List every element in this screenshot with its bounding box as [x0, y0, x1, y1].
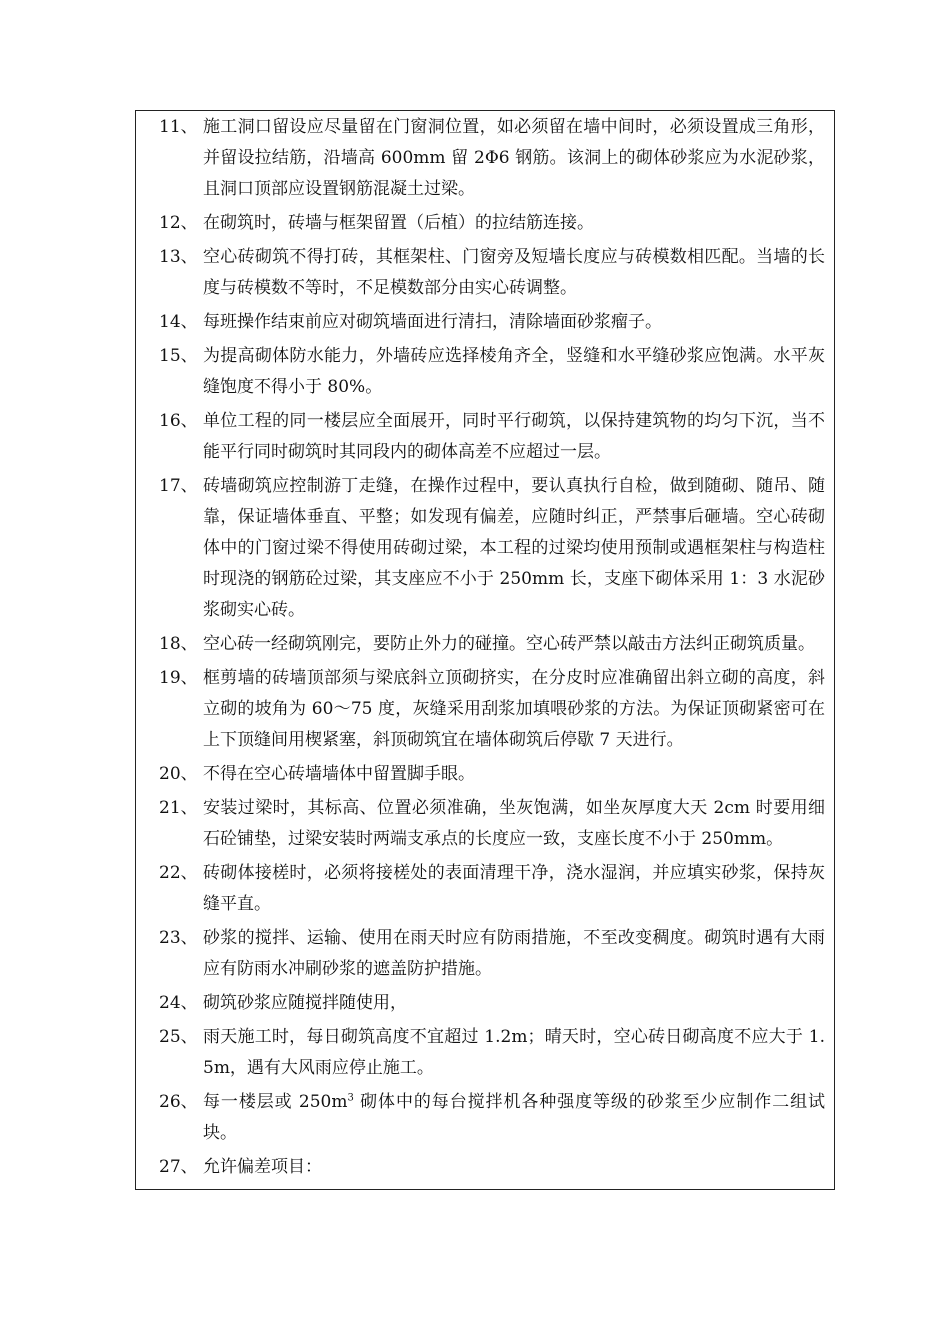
superscript-exponent: 3	[347, 1092, 354, 1104]
list-item	[159, 307, 825, 338]
item-text: 空心砖一经砌筑刚完，要防止外力的碰撞。空心砖严禁以敲击方法纠正砌筑质量。	[203, 634, 815, 654]
list-item	[159, 1022, 825, 1084]
item-text: 每班操作结束前应对砌筑墙面进行清扫，清除墙面砂浆瘤子。	[203, 312, 662, 332]
list-item	[159, 242, 825, 304]
item-number: 17、	[159, 476, 198, 496]
item-number: 14、	[159, 312, 198, 332]
item-number: 16、	[159, 411, 198, 431]
item-text: 雨天施工时，每日砌筑高度不宜超过 1.2m；晴天时，空心砖日砌高度不应大于 1.5m，遇有大风雨应停止施工。	[203, 1027, 825, 1078]
item-text: 砌筑砂浆应随搅拌随使用，	[203, 993, 407, 1013]
item-text: 允许偏差项目：	[203, 1157, 322, 1177]
list-item	[159, 663, 825, 756]
item-text: 为提高砌体防水能力，外墙砖应选择棱角齐全，竖缝和水平缝砂浆应饱满。水平灰缝饱度不得小于 80%。	[203, 346, 825, 397]
item-text: 空心砖砌筑不得打砖，其框架柱、门窗旁及短墙长度应与砖模数相匹配。当墙的长度与砖模数不等时，不足模数部分由实心砖调整。	[203, 247, 825, 298]
list-item	[159, 112, 825, 205]
item-number: 15、	[159, 346, 198, 366]
list-item	[159, 793, 825, 855]
item-text: 框剪墙的砖墙顶部须与梁底斜立顶砌挤实，在分皮时应准确留出斜立砌的高度，斜立砌的坡角为 60～75 度，灰缝采用刮浆加填喂砂浆的方法。为保证顶砌紧密可在上下顶缝间用楔紧塞，斜顶砌筑宜在墙体砌筑后停歇 7 天进行。	[203, 668, 825, 750]
list-item	[159, 1152, 825, 1183]
item-number: 25、	[159, 1027, 198, 1047]
item-number: 20、	[159, 764, 198, 784]
item-text-part: 砌体中的每台搅拌机各种强度等级的砂浆至少应制作二组试块。	[203, 1092, 825, 1143]
item-number: 24、	[159, 993, 198, 1013]
item-text: 安装过梁时，其标高、位置必须准确，坐灰饱满，如坐灰厚度大天 2cm 时要用细石砼铺垫，过梁安装时两端支承点的长度应一致，支座长度不小于 250mm。	[203, 798, 825, 849]
item-number: 27、	[159, 1157, 198, 1177]
list-item	[159, 406, 825, 468]
item-number: 19、	[159, 668, 198, 688]
item-text: 不得在空心砖墙墙体中留置脚手眼。	[203, 764, 475, 784]
item-text: 砖砌体接槎时，必须将接槎处的表面清理干净，浇水湿润，并应填实砂浆，保持灰缝平直。	[203, 863, 825, 914]
item-text: 单位工程的同一楼层应全面展开，同时平行砌筑，以保持建筑物的均匀下沉，当不能平行同时砌筑时其同段内的砌体高差不应超过一层。	[203, 411, 825, 462]
item-number: 13、	[159, 247, 198, 267]
list-item	[159, 858, 825, 920]
item-number: 21、	[159, 798, 198, 818]
item-text: 施工洞口留设应尽量留在门窗洞位置，如必须留在墙中间时，必须设置成三角形，并留设拉结筋，沿墙高 600mm 留 2Φ6 钢筋。该洞上的砌体砂浆应为水泥砂浆，且洞口顶部应设置钢筋混凝土过梁。	[203, 117, 825, 199]
list-item	[159, 341, 825, 403]
list-item	[159, 759, 825, 790]
list-item	[159, 629, 825, 660]
requirements-list	[159, 112, 825, 1186]
list-item	[159, 923, 825, 985]
item-number: 22、	[159, 863, 198, 883]
item-number: 12、	[159, 213, 198, 233]
item-number: 18、	[159, 634, 198, 654]
item-text-part: 每一楼层或 250m	[203, 1092, 348, 1112]
list-item	[159, 471, 825, 626]
list-item	[159, 1087, 825, 1149]
item-number: 26、	[159, 1092, 198, 1112]
item-text: 砖墙砌筑应控制游丁走缝，在操作过程中，要认真执行自检，做到随砌、随吊、随靠，保证墙体垂直、平整；如发现有偏差，应随时纠正，严禁事后砸墙。空心砖砌体中的门窗过梁不得使用砖砌过梁，本工程的过梁均使用预制或遇框架柱与构造柱时现浇的钢筋砼过梁，其支座应不小于 250mm 长，支座下砌体采用 1：3 水泥砂浆砌实心砖。	[203, 476, 825, 620]
item-text	[203, 1087, 825, 1149]
item-text: 砂浆的搅拌、运输、使用在雨天时应有防雨措施，不至改变稠度。砌筑时遇有大雨应有防雨水冲刷砂浆的遮盖防护措施。	[203, 928, 825, 979]
item-text: 在砌筑时，砖墙与框架留置（后植）的拉结筋连接。	[203, 213, 594, 233]
item-number: 23、	[159, 928, 198, 948]
list-item	[159, 988, 825, 1019]
list-item	[159, 208, 825, 239]
item-number: 11、	[159, 117, 198, 137]
